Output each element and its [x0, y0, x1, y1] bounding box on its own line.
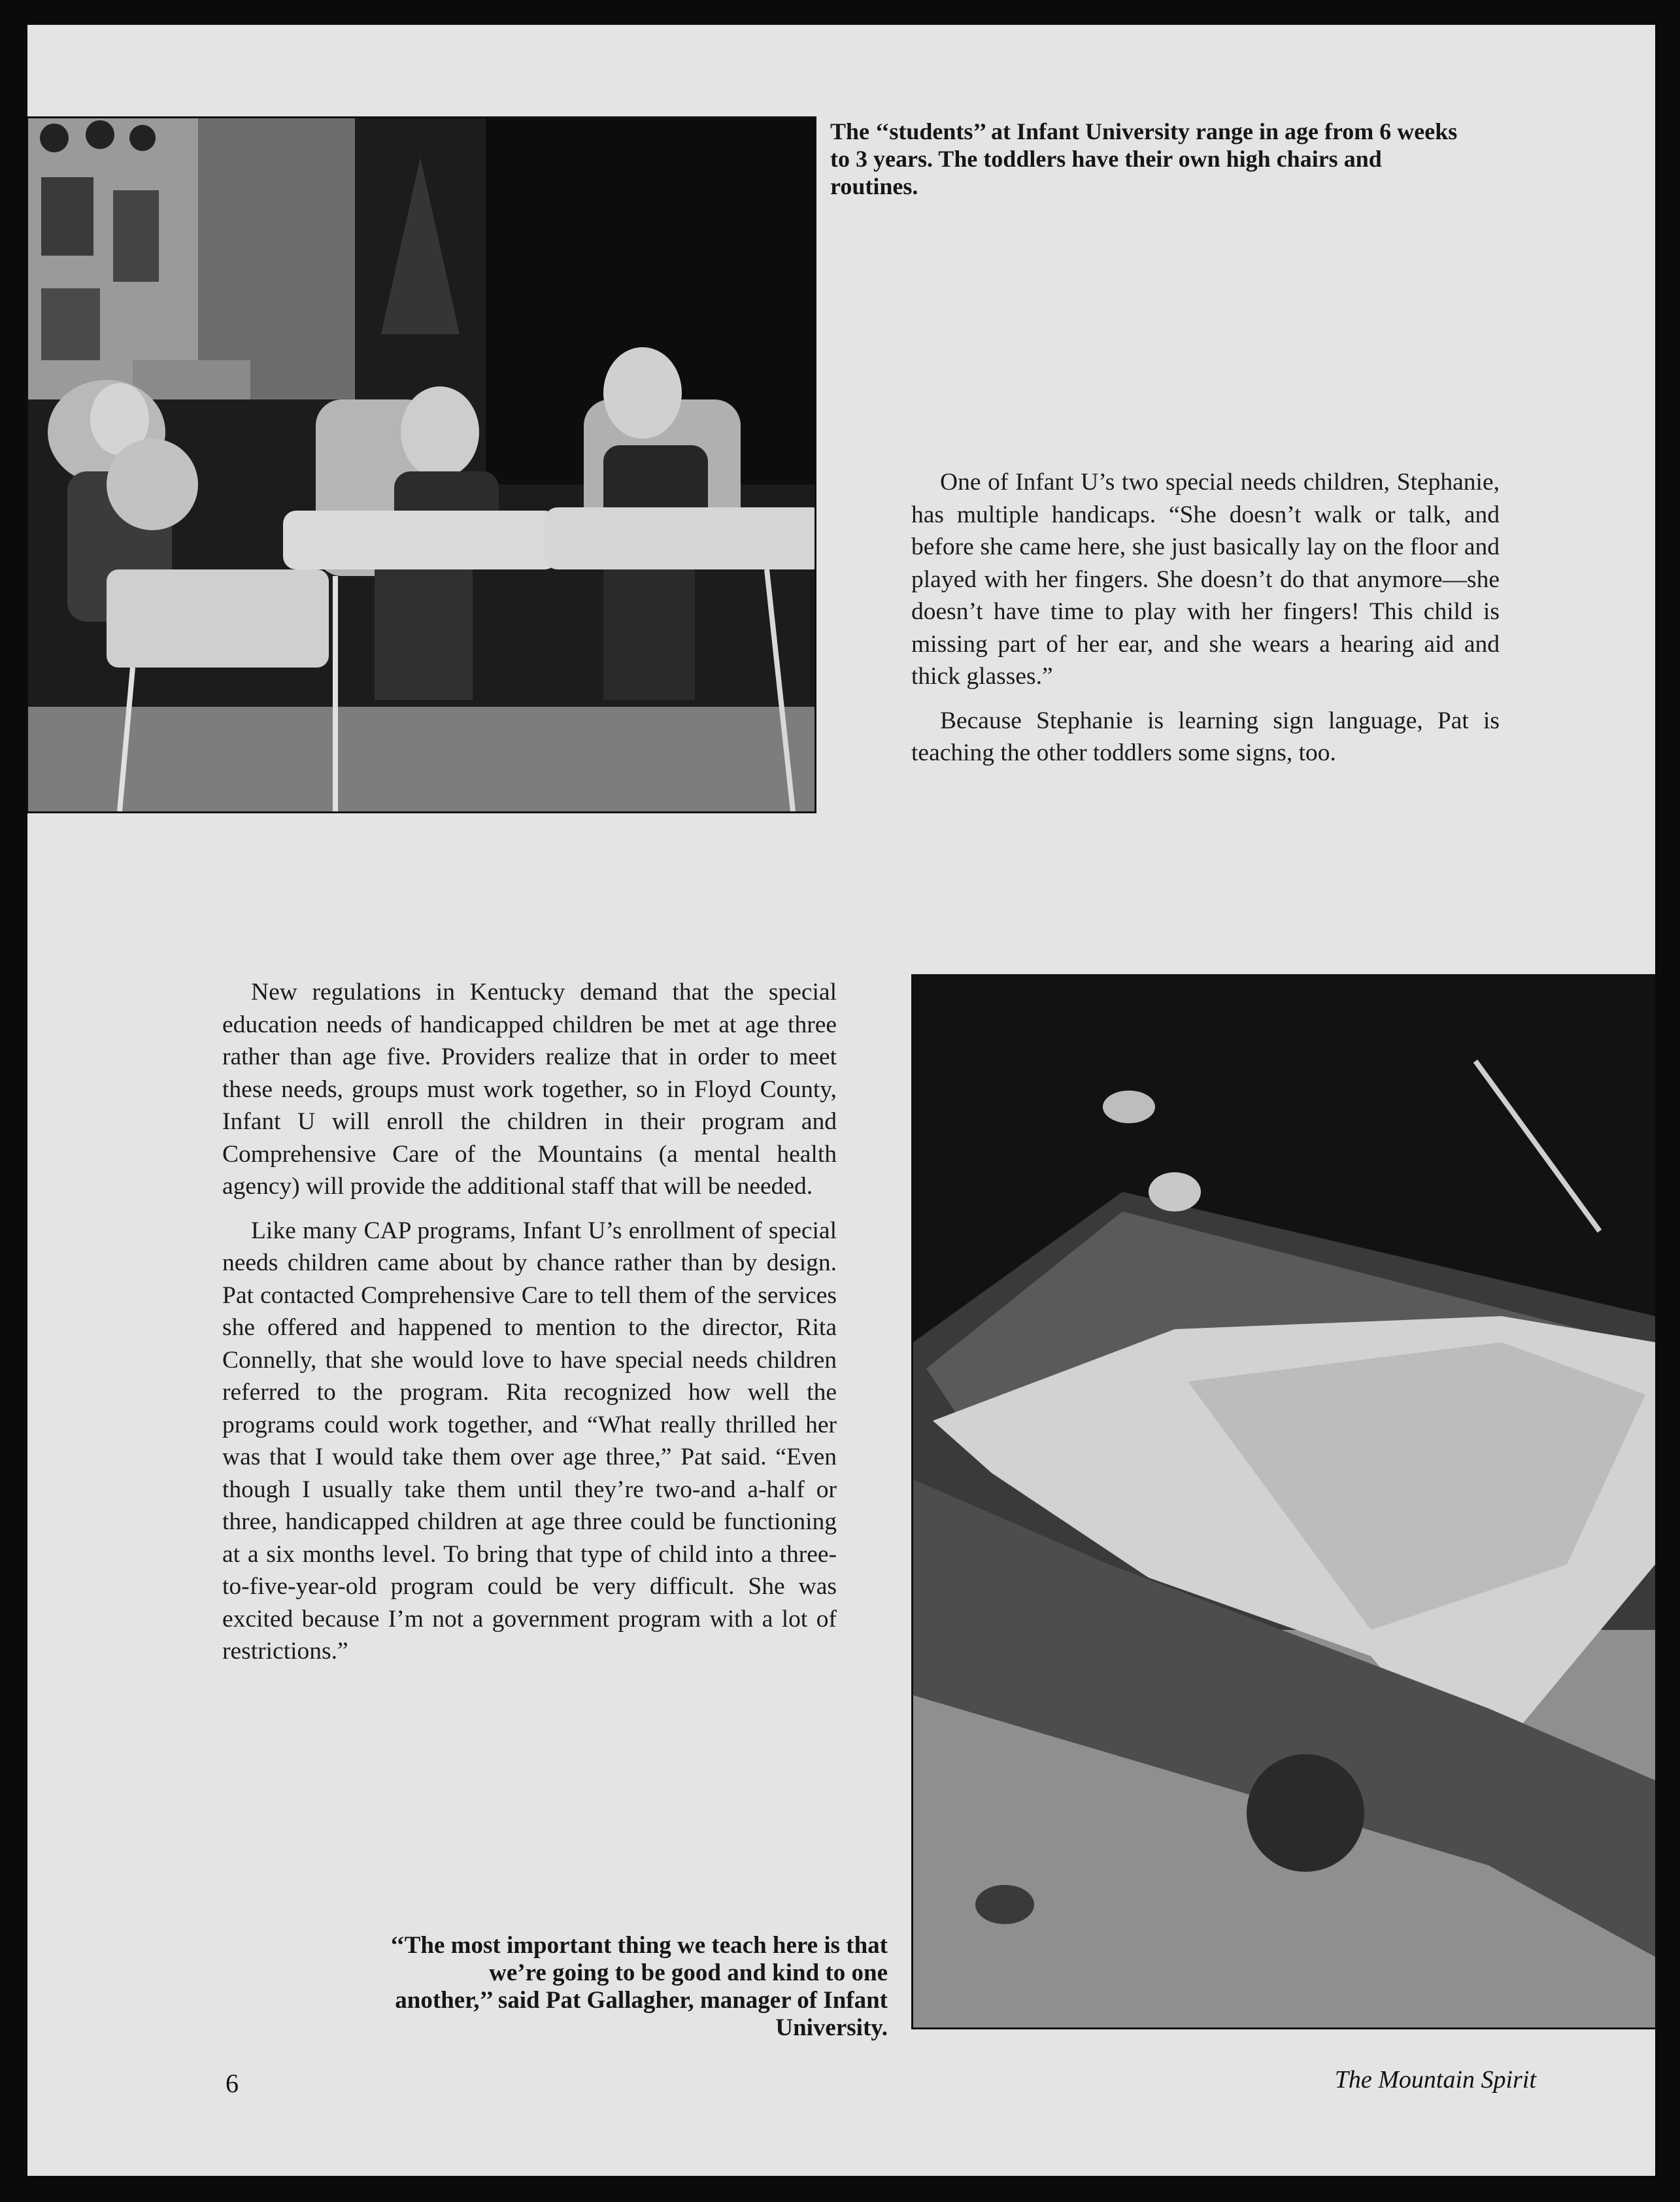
paragraph-stephanie: One of Infant U’s two special needs children, Stephanie, has multiple handicaps. “She doesn’t walk or talk, and before she came here, she just basically lay on the floor and played with her fingers. She doesn’t do that anymore—she doesn’t have time to play with her fingers! This child is missing part of her ear, and she wears a hearing aid and thick glasses.” — [911, 469, 1500, 690]
article-column-right — [911, 466, 1500, 781]
magazine-page — [27, 25, 1655, 2176]
paragraph-sign-language: Because Stephanie is learning sign language, Pat is teaching the other toddlers some signs, too. — [911, 707, 1500, 766]
photo-sandbox-blanket — [911, 974, 1655, 2029]
paragraph-cap-programs: Like many CAP programs, Infant U’s enrollment of special needs children came about by chance rather than by design. Pat contacted Comprehensive Care to tell them of the services she offered and happened to mention to the director, Rita Connelly, that she would love to have special needs children referred to the program. Rita recognized how well the programs could work together, and “What really thrilled her was that I would take them over age three,” Pat said. “Even though I usually take them until they’re two-and a-half or three, handicapped children at age three could be functioning at a six months level. To bring that type of child into a three-to-five-year-old program could be very difficult. She was excited because I’m not a government program with a lot of restrictions.” — [222, 1217, 837, 1665]
article-column-left — [222, 976, 837, 1680]
page-number: 6 — [226, 2069, 239, 2098]
photo-caption-toddlers: The ‘‘students’’ at Infant University range in age from 6 weeks to 3 years. The toddlers have their own high chairs and routines. — [830, 118, 1458, 199]
magazine-title: The Mountain Spirit — [1334, 2066, 1536, 2093]
photo-caption-quote: ‘‘The most important thing we teach here is that we’re going to be good and kind to one another,’’ said Pat Gallagher, manager of Infant University. — [390, 1932, 888, 2041]
sandbox-photo-image — [913, 976, 1655, 2027]
paragraph-kentucky-regulations: New regulations in Kentucky demand that the special education needs of handicapped children be met at age three rather than age five. Providers realize that in order to meet these needs, groups must work together, so in Floyd County, Infant U will enroll the children in their program and Comprehensive Care of the Mountains (a mental health agency) will provide the additional staff that will be needed. — [222, 979, 837, 1200]
toddlers-photo-image — [28, 118, 815, 811]
photo-toddlers-high-chairs — [27, 116, 816, 813]
